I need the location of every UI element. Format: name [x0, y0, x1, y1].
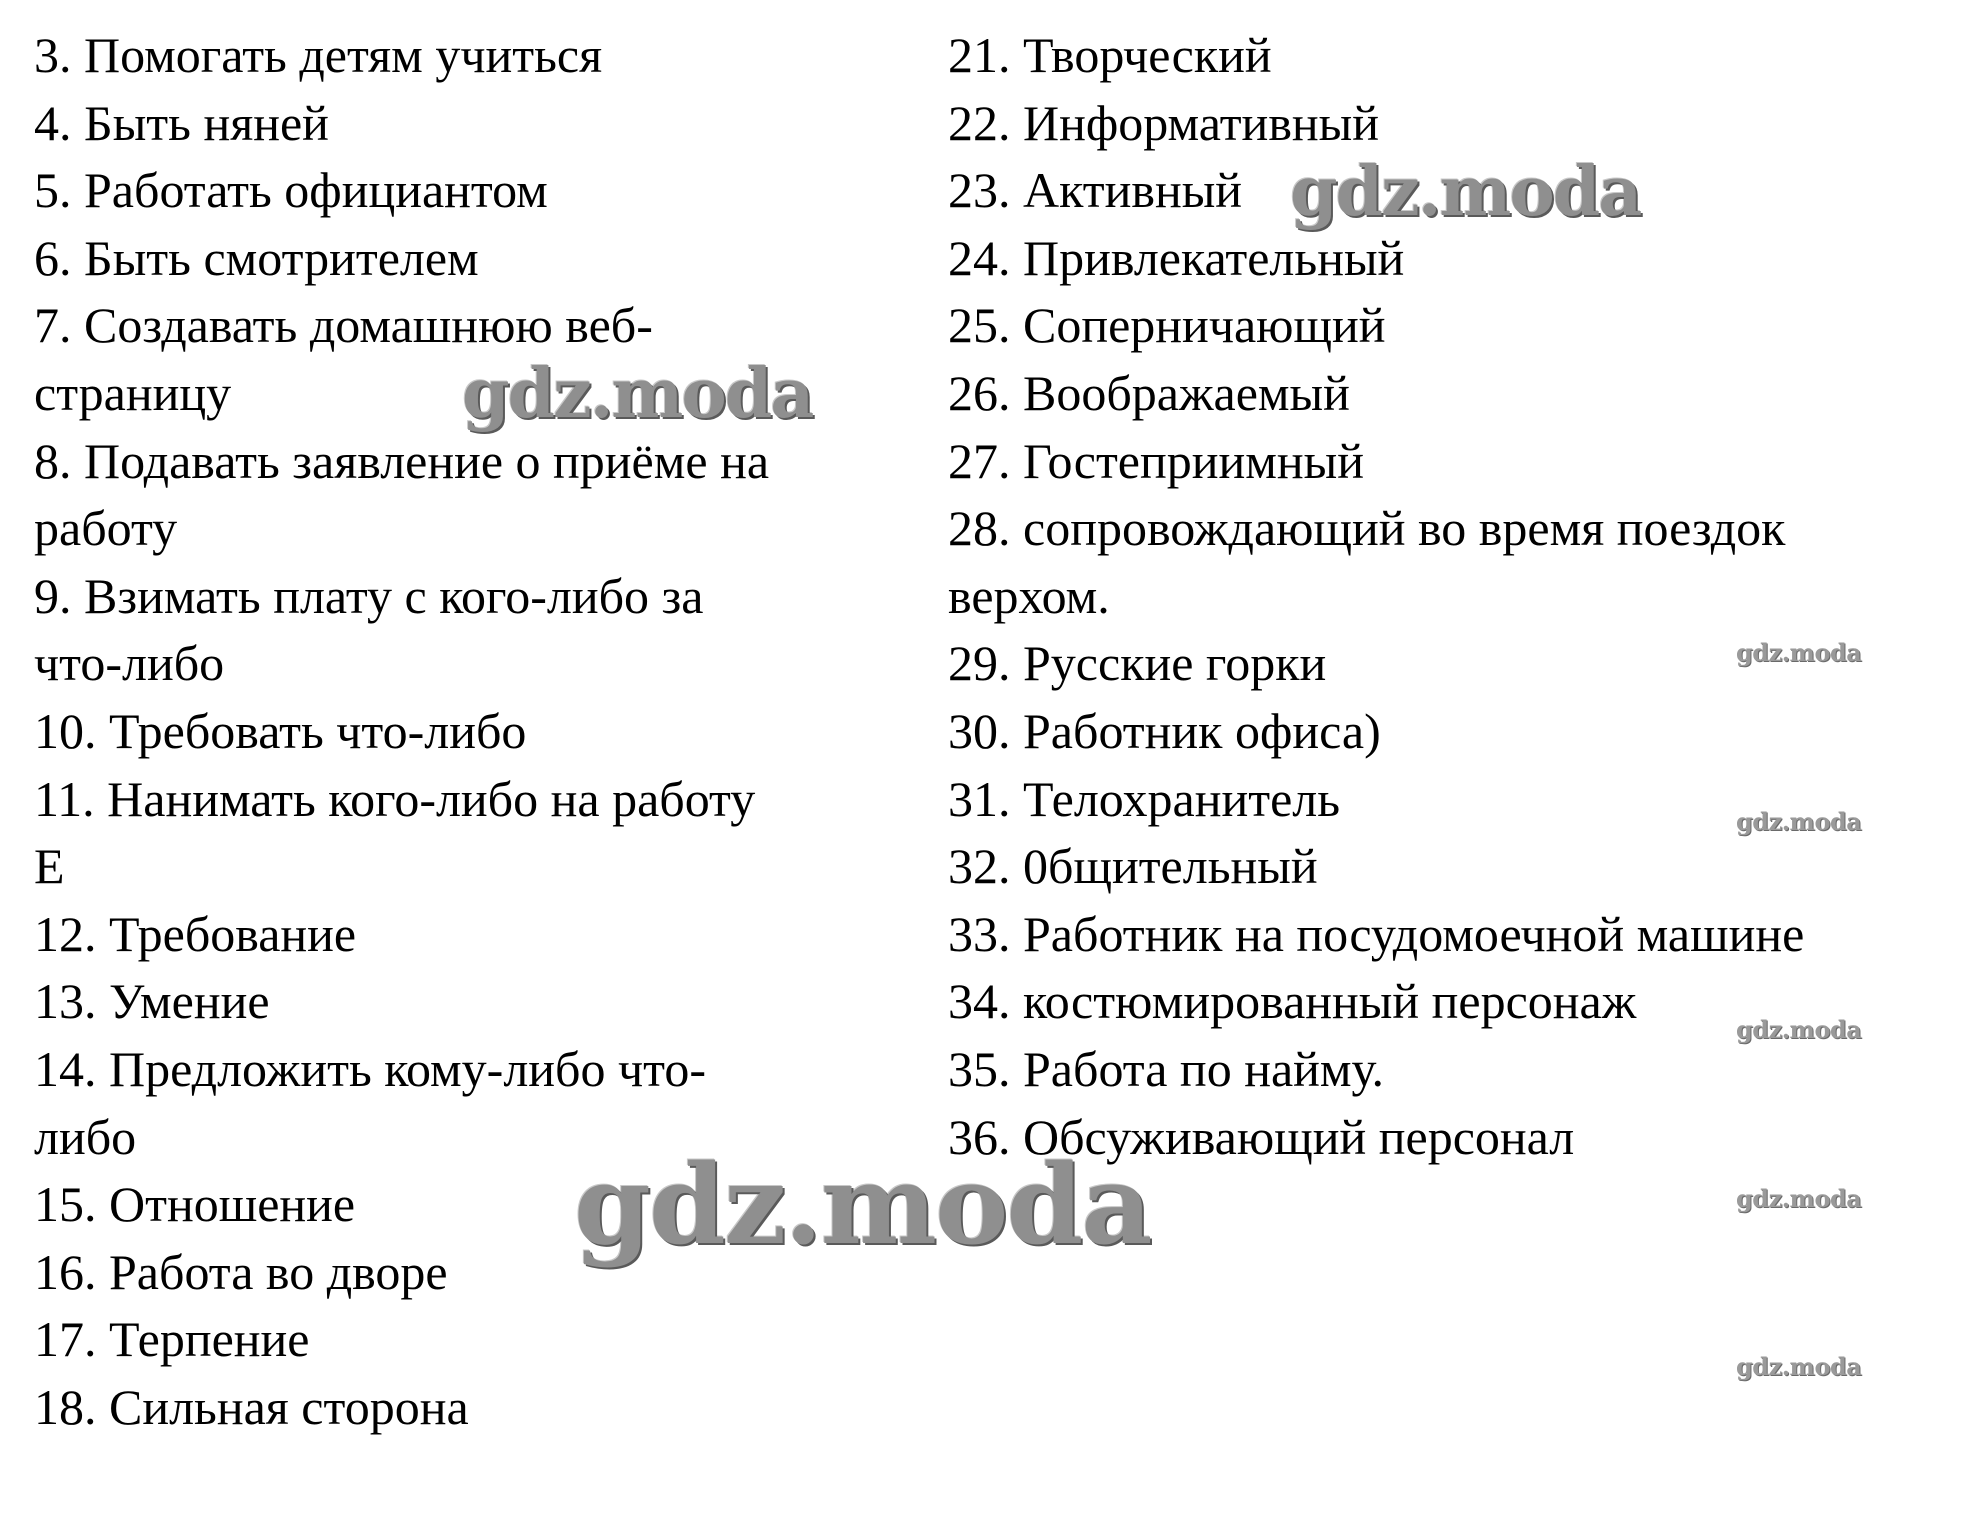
list-item: что-либо	[34, 635, 225, 692]
list-item: 21. Творческий	[948, 27, 1272, 83]
watermark: gdz.moda	[1290, 152, 1641, 232]
list-item: 14. Предложить кому-либо что-	[34, 1040, 706, 1097]
list-item: 16. Работа во дворе	[34, 1243, 448, 1300]
list-item: 27. Гостеприимный	[948, 432, 1365, 489]
list-item: 33. Работник на посудомоечной машине	[948, 905, 1805, 962]
list-item: 6. Быть смотрителем	[34, 229, 479, 286]
list-item: 32. 0бщительный	[948, 838, 1318, 895]
list-item: 25. Соперничающий	[948, 297, 1386, 354]
list-item: Е	[34, 838, 65, 895]
list-item: 11. Нанимать кого-либо на работу	[34, 770, 756, 827]
list-item: 17. Терпение	[34, 1311, 310, 1368]
list-item: 12. Требование	[34, 905, 357, 962]
list-item: 24. Привлекательный	[948, 229, 1405, 286]
list-item: 36. Обсуживающий персонал	[948, 1108, 1575, 1165]
watermark-small: gdz.moda	[1736, 638, 1862, 667]
list-item: 23. Активный	[948, 162, 1243, 219]
list-item: 5. Работать официантом	[34, 162, 548, 219]
list-item: 30. Работник офиса)	[948, 702, 1381, 759]
list-item: 15. Отношение	[34, 1176, 356, 1233]
list-item: 4. Быть няней	[34, 94, 329, 151]
list-item: 3. Помогать детям учиться	[34, 27, 603, 83]
watermark: gdz.moda	[462, 354, 813, 434]
watermark-small: gdz.moda	[1736, 1352, 1862, 1381]
list-item: страницу	[34, 364, 232, 421]
list-item: 8. Подавать заявление о приёме на	[34, 432, 770, 489]
list-item: 29. Русские горки	[948, 635, 1327, 692]
list-item: 13. Умение	[34, 973, 270, 1030]
watermark-small: gdz.moda	[1736, 1015, 1862, 1044]
list-item: 34. костюмированный персонаж	[948, 973, 1637, 1030]
watermark-small: gdz.moda	[1736, 1184, 1862, 1213]
list-item: 26. Воображаемый	[948, 364, 1350, 421]
list-item: либо	[34, 1108, 137, 1165]
list-item: верхом.	[948, 567, 1110, 624]
list-item: работу	[34, 500, 178, 557]
watermark: gdz.moda	[574, 1140, 1151, 1269]
list-item: 22. Информативный	[948, 94, 1380, 151]
list-item: 7. Создавать домашнюю веб-	[34, 297, 653, 354]
list-item: 18. Сильная сторона	[34, 1378, 469, 1435]
list-item: 31. Телохранитель	[948, 770, 1341, 827]
list-item: 10. Требовать что-либо	[34, 702, 527, 759]
watermark-small: gdz.moda	[1736, 807, 1862, 836]
list-item: 28. сопровождающий во время поездок	[948, 500, 1786, 557]
list-item: 35. Работа по найму.	[948, 1040, 1385, 1097]
list-item: 9. Взимать плату с кого-либо за	[34, 567, 704, 624]
